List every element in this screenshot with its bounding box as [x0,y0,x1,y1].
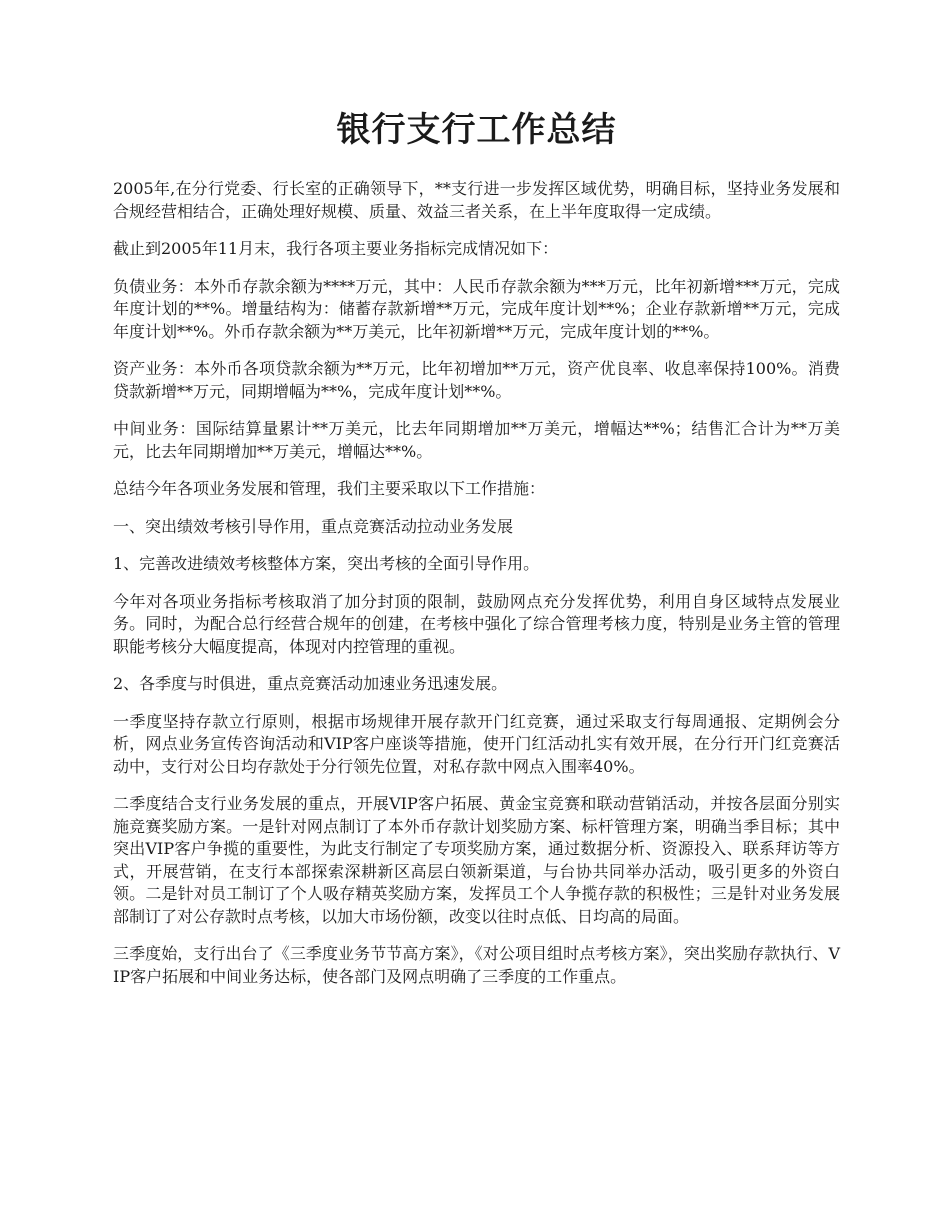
section-heading-1: 一、突出绩效考核引导作用，重点竞赛活动拉动业务发展 [113,516,514,536]
paragraph-q2: 二季度结合支行业务发展的重点，开展VIP客户拓展、黄金宝竞赛和联动营销活动，并按各层面分别实施竞赛奖励方案。一是针对网点制订了本外币存款计划奖励方案、标杆管理方案，明确当季目标；其中突出VIP客户争揽的重要性，为此支行制定了专项奖励方案，通过数据分析、资源投入、联系拜访等方式，开展营销，在支行本部探索深耕新区高层白领新渠道，与台协共同举办活动，吸引更多的外资白领。二是针对员工制订了个人吸存精英奖励方案，发挥员工个人争揽存款的积极性；三是针对业务发展部制订了对公存款时点考核，以加大市场份额，改变以往时点低、日均高的局面。 [113,794,840,926]
subheading-1-1: 1、完善改进绩效考核整体方案，突出考核的全面引导作用。 [113,554,540,574]
paragraph-measures-intro: 总结今年各项业务发展和管理，我们主要采取以下工作措施： [113,479,546,499]
paragraph-liability-business: 负债业务：本外币存款余额为****万元，其中：人民币存款余额为***万元，比年初新增***万元，完成年度计划的**%。增量结构为：储蓄存款新增**万元，完成年度计划**%；企业存款新增**万元，完成年度计划**%。外币存款余额为**万美元，比年初新增**万元，完成年度计划的**%。 [113,276,840,341]
document-title: 银行支行工作总结 [336,110,617,150]
paragraph-intro: 2005年,在分行党委、行长室的正确领导下，**支行进一步发挥区域优势，明确目标，坚持业务发展和合规经营相结合，正确处理好规模、质量、效益三者关系，在上半年度取得一定成绩。 [113,179,840,221]
paragraph-intermediary-business: 中间业务：国际结算量累计**万美元，比去年同期增加**万美元，增幅达**%；结售汇合计为**万美元，比去年同期增加**万美元，增幅达**%。 [113,419,840,461]
subheading-1-2: 2、各季度与时俱进，重点竞赛活动加速业务迅速发展。 [113,674,508,694]
paragraph-q3: 三季度始，支行出台了《三季度业务节节高方案》，《对公项目组时点考核方案》，突出奖励存款执行、VIP客户拓展和中间业务达标，使各部门及网点明确了三季度的工作重点。 [113,944,840,986]
paragraph-asset-business: 资产业务：本外币各项贷款余额为**万元，比年初增加**万元，资产优良率、收息率保持100%。消费贷款新增**万元，同期增幅为**%，完成年度计划**%。 [113,359,840,401]
paragraph-progress-summary: 截止到2005年11月末，我行各项主要业务指标完成情况如下： [113,239,559,259]
paragraph-q1: 一季度坚持存款立行原则，根据市场规律开展存款开门红竞赛，通过采取支行每周通报、定期例会分析，网点业务宣传咨询活动和VIP客户座谈等措施，使开门红活动扎实有效开展，在分行开门红竞赛活动中，支行对公日均存款处于分行领先位置，对私存款中网点入围率40%。 [113,711,840,776]
paragraph-assessment-reform: 今年对各项业务指标考核取消了加分封顶的限制，鼓励网点充分发挥优势，利用自身区域特点发展业务。同时，为配合总行经营合规年的创建，在考核中强化了综合管理考核力度，特别是业务主管的管理职能考核分大幅度提高，体现对内控管理的重视。 [113,591,840,656]
